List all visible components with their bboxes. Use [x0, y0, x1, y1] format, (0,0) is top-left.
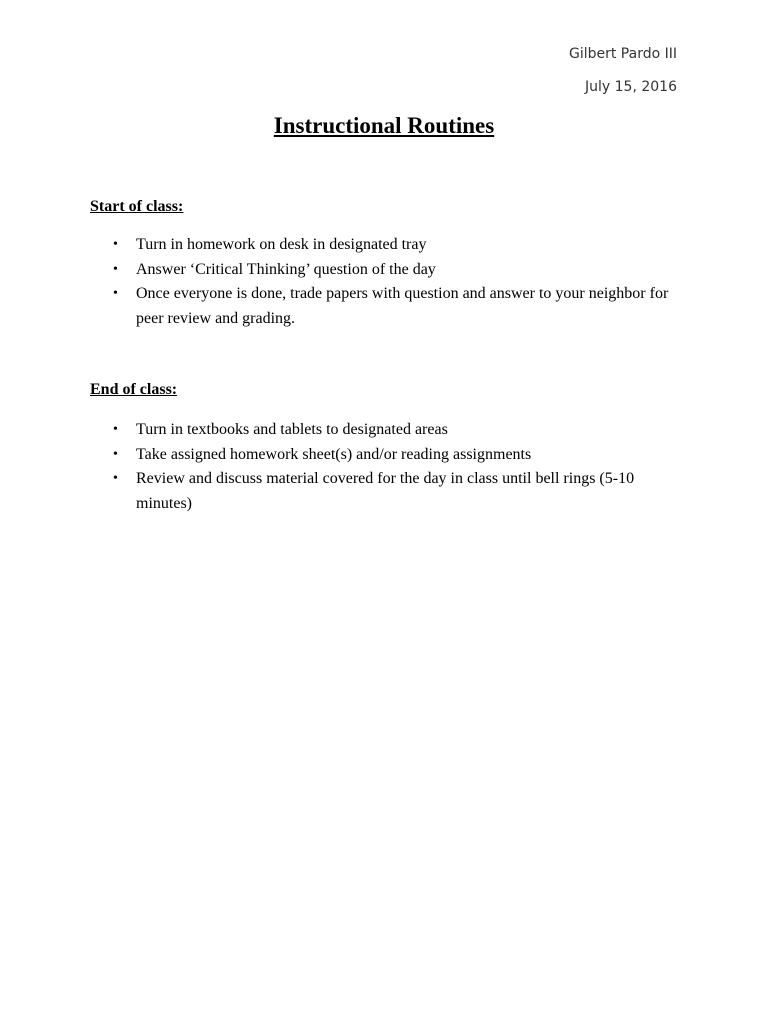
section-heading-end-of-class: End of class: [90, 381, 178, 398]
bullet-icon: • [113, 471, 118, 486]
bullet-icon: • [113, 422, 118, 437]
list-item [113, 418, 673, 443]
list-item-text: Take assigned homework sheet(s) and/or reading assignments [136, 445, 532, 463]
list-item-text: Answer ‘Critical Thinking’ question of the day [136, 260, 436, 278]
bullet-icon: • [113, 237, 118, 252]
document-date: July 15, 2016 [585, 79, 677, 95]
author-name: Gilbert Pardo III [568, 46, 677, 62]
list-item [113, 467, 673, 516]
start-of-class-list [113, 233, 673, 331]
bullet-icon: • [113, 446, 118, 462]
section-heading-start-of-class: Start of class: [90, 198, 184, 215]
list-item [113, 443, 673, 468]
document-title: Instructional Routines [273, 113, 495, 138]
list-item-text: Review and discuss material covered for the day in class until bell rings (5-10 minutes) [136, 470, 635, 512]
bullet-icon: • [113, 261, 118, 277]
list-item-text: Turn in homework on desk in designated tray [136, 236, 427, 253]
end-of-class-list [113, 418, 673, 516]
list-item-text: Turn in textbooks and tablets to designated areas [136, 421, 448, 438]
list-item [113, 258, 673, 283]
list-item-text: Once everyone is done, trade papers with question and answer to your neighbor for peer review and grading. [136, 285, 669, 327]
bullet-icon: • [113, 286, 118, 301]
list-item [113, 282, 673, 331]
list-item [113, 233, 673, 258]
